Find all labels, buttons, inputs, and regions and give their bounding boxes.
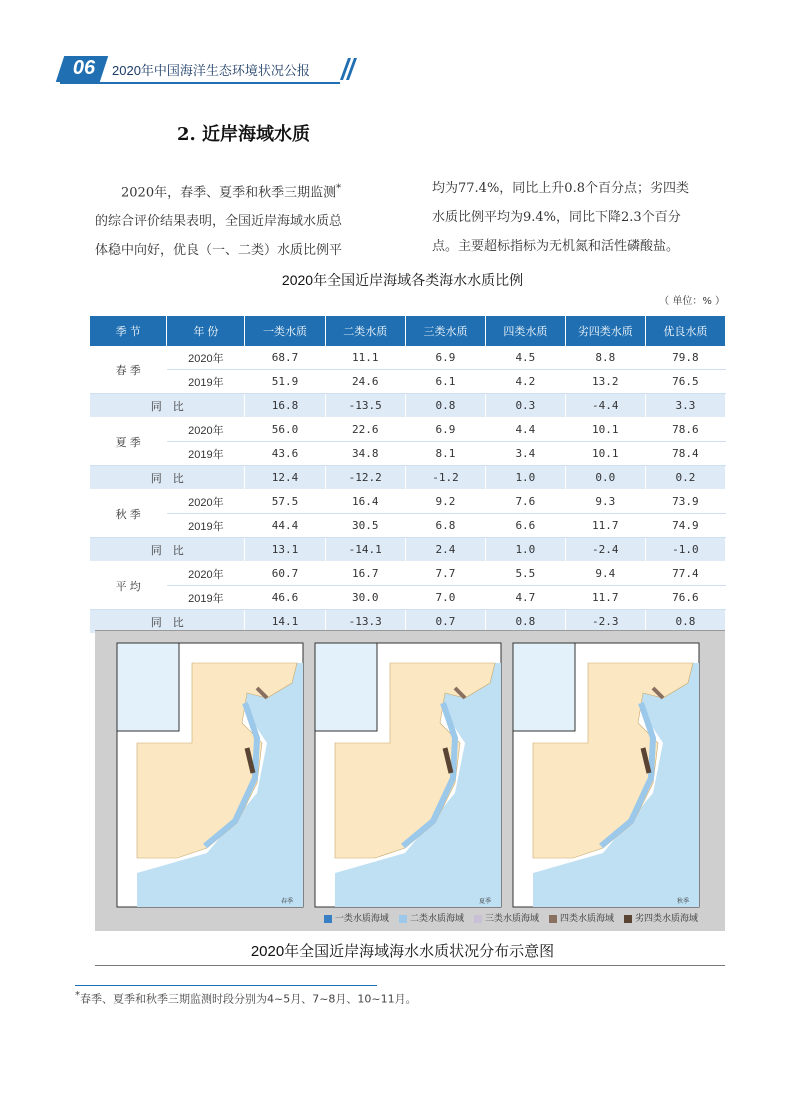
map-panel bbox=[95, 630, 725, 931]
value-cell: 5.5 bbox=[486, 562, 566, 586]
caption-rule bbox=[95, 965, 725, 966]
year-cell: 2020年 bbox=[167, 562, 245, 586]
column-header: 一类水质 bbox=[245, 316, 325, 346]
table-row bbox=[90, 514, 726, 538]
value-cell: 7.7 bbox=[405, 562, 485, 586]
footnote-text: 春季、夏季和秋季三期监测时段分别为4~5月、7~8月、10~11月。 bbox=[80, 992, 417, 1006]
value-cell: 60.7 bbox=[245, 562, 325, 586]
value-cell: 56.0 bbox=[245, 418, 325, 442]
compare-cell: 0.8 bbox=[645, 610, 725, 634]
para-text: 点。主要超标指标为无机氮和活性磷酸盐。 bbox=[432, 239, 680, 254]
table-row bbox=[90, 490, 726, 514]
map-season-label: 秋季 bbox=[676, 899, 689, 905]
legend-item bbox=[624, 914, 698, 924]
compare-cell: -14.1 bbox=[325, 538, 405, 562]
value-cell: 46.6 bbox=[245, 586, 325, 610]
value-cell: 4.2 bbox=[486, 370, 566, 394]
value-cell: 3.4 bbox=[486, 442, 566, 466]
table-row bbox=[90, 346, 726, 370]
table-row bbox=[90, 586, 726, 610]
report-title: 2020年中国海洋生态环境状况公报 bbox=[112, 63, 310, 78]
value-cell: 73.9 bbox=[645, 490, 725, 514]
legend-swatch bbox=[399, 915, 407, 923]
inset-map bbox=[315, 643, 377, 731]
table-row bbox=[90, 370, 726, 394]
map-legend bbox=[314, 911, 698, 924]
value-cell: 8.8 bbox=[565, 346, 645, 370]
value-cell: 7.0 bbox=[405, 586, 485, 610]
value-cell: 30.5 bbox=[325, 514, 405, 538]
compare-label: 同 比 bbox=[90, 394, 245, 418]
value-cell: 22.6 bbox=[325, 418, 405, 442]
map-season-label: 夏季 bbox=[478, 899, 491, 905]
compare-cell: 14.1 bbox=[245, 610, 325, 634]
value-cell: 57.5 bbox=[245, 490, 325, 514]
value-cell: 9.3 bbox=[565, 490, 645, 514]
compare-cell: 0.7 bbox=[405, 610, 485, 634]
year-cell: 2019年 bbox=[167, 442, 245, 466]
value-cell: 74.9 bbox=[645, 514, 725, 538]
value-cell: 7.6 bbox=[486, 490, 566, 514]
paragraph-column-1 bbox=[95, 174, 401, 265]
value-cell: 9.2 bbox=[405, 490, 485, 514]
map-figure bbox=[95, 631, 725, 931]
value-cell: 78.4 bbox=[645, 442, 725, 466]
compare-cell: -2.3 bbox=[565, 610, 645, 634]
value-cell: 4.7 bbox=[486, 586, 566, 610]
legend-label: 二类水质海域 bbox=[409, 914, 464, 924]
para-text: 2020年，春季、夏季和秋季三期监测 bbox=[121, 185, 337, 201]
compare-label: 同 比 bbox=[90, 466, 245, 490]
value-cell: 43.6 bbox=[245, 442, 325, 466]
para-text: 体稳中向好，优良（一、二类）水质比例平 bbox=[95, 243, 343, 259]
value-cell: 10.1 bbox=[565, 418, 645, 442]
value-cell: 10.1 bbox=[565, 442, 645, 466]
year-cell: 2020年 bbox=[167, 346, 245, 370]
compare-cell: 0.8 bbox=[405, 394, 485, 418]
value-cell: 6.9 bbox=[405, 418, 485, 442]
column-header: 年 份 bbox=[167, 316, 245, 346]
value-cell: 24.6 bbox=[325, 370, 405, 394]
compare-cell: -1.2 bbox=[405, 466, 485, 490]
compare-cell: 1.0 bbox=[486, 466, 566, 490]
value-cell: 11.7 bbox=[565, 514, 645, 538]
map-caption: 2020年全国近岸海域海水水质状况分布示意图 bbox=[250, 943, 555, 960]
compare-cell: 3.3 bbox=[645, 394, 725, 418]
compare-cell: 0.2 bbox=[645, 466, 725, 490]
value-cell: 9.4 bbox=[565, 562, 645, 586]
season-cell: 秋 季 bbox=[90, 490, 167, 538]
compare-cell: -4.4 bbox=[565, 394, 645, 418]
value-cell: 6.6 bbox=[486, 514, 566, 538]
year-cell: 2020年 bbox=[167, 418, 245, 442]
compare-cell: -13.3 bbox=[325, 610, 405, 634]
value-cell: 30.0 bbox=[325, 586, 405, 610]
table-row bbox=[90, 442, 726, 466]
value-cell: 16.4 bbox=[325, 490, 405, 514]
para-text: 均为77.4%，同比上升0.8个百分点；劣四类 bbox=[432, 181, 689, 196]
value-cell: 78.6 bbox=[645, 418, 725, 442]
column-header: 二类水质 bbox=[325, 316, 405, 346]
value-cell: 51.9 bbox=[245, 370, 325, 394]
compare-cell: 12.4 bbox=[245, 466, 325, 490]
legend-swatch bbox=[624, 915, 632, 923]
compare-cell: 16.8 bbox=[245, 394, 325, 418]
compare-cell: 1.0 bbox=[486, 538, 566, 562]
inset-map bbox=[117, 643, 179, 731]
value-cell: 77.4 bbox=[645, 562, 725, 586]
compare-cell: 13.1 bbox=[245, 538, 325, 562]
page-header bbox=[60, 56, 360, 82]
footnote-ref: * bbox=[336, 183, 342, 194]
compare-row bbox=[90, 394, 726, 418]
value-cell: 76.5 bbox=[645, 370, 725, 394]
compare-cell: 0.0 bbox=[565, 466, 645, 490]
value-cell: 68.7 bbox=[245, 346, 325, 370]
legend-item bbox=[399, 914, 464, 924]
year-cell: 2019年 bbox=[167, 514, 245, 538]
paragraph-column-2 bbox=[432, 174, 732, 261]
season-cell: 夏 季 bbox=[90, 418, 167, 466]
legend-swatch bbox=[474, 915, 482, 923]
year-cell: 2019年 bbox=[167, 370, 245, 394]
map-season-label: 春季 bbox=[280, 899, 293, 905]
table-row bbox=[90, 418, 726, 442]
legend-item bbox=[474, 914, 539, 924]
column-header: 劣四类水质 bbox=[565, 316, 645, 346]
year-cell: 2020年 bbox=[167, 490, 245, 514]
footnote-mark: * bbox=[75, 990, 80, 1001]
column-header: 四类水质 bbox=[486, 316, 566, 346]
column-header: 季 节 bbox=[90, 316, 167, 346]
footnote bbox=[75, 990, 417, 1007]
page-number: 06 bbox=[72, 57, 96, 79]
value-cell: 11.7 bbox=[565, 586, 645, 610]
season-cell: 春 季 bbox=[90, 346, 167, 394]
column-header: 优良水质 bbox=[645, 316, 725, 346]
para-text: 的综合评价结果表明，全国近岸海域水质总 bbox=[95, 214, 343, 230]
table-unit: （ 单位：% ） bbox=[659, 296, 725, 307]
table-title: 2020年全国近岸海域各类海水水质比例 bbox=[281, 272, 524, 288]
value-cell: 6.9 bbox=[405, 346, 485, 370]
section-title: 2. 近岸海域水质 bbox=[177, 124, 311, 145]
compare-label: 同 比 bbox=[90, 610, 245, 634]
season-cell: 平 均 bbox=[90, 562, 167, 610]
value-cell: 34.8 bbox=[325, 442, 405, 466]
compare-cell: 0.3 bbox=[486, 394, 566, 418]
para-text: 水质比例平均为9.4%，同比下降2.3个百分 bbox=[432, 210, 681, 225]
compare-cell: -12.2 bbox=[325, 466, 405, 490]
compare-row bbox=[90, 538, 726, 562]
water-quality-table bbox=[90, 316, 726, 634]
inset-map bbox=[513, 643, 575, 731]
value-cell: 4.5 bbox=[486, 346, 566, 370]
header-rule bbox=[60, 82, 340, 84]
value-cell: 44.4 bbox=[245, 514, 325, 538]
compare-cell: 0.8 bbox=[486, 610, 566, 634]
legend-item bbox=[324, 914, 389, 924]
legend-label: 四类水质海域 bbox=[559, 914, 614, 924]
value-cell: 76.6 bbox=[645, 586, 725, 610]
table-header-row bbox=[90, 316, 726, 346]
compare-cell: -2.4 bbox=[565, 538, 645, 562]
year-cell: 2019年 bbox=[167, 586, 245, 610]
value-cell: 4.4 bbox=[486, 418, 566, 442]
legend-label: 一类水质海域 bbox=[334, 914, 389, 924]
legend-label: 三类水质海域 bbox=[484, 914, 539, 924]
value-cell: 13.2 bbox=[565, 370, 645, 394]
value-cell: 6.8 bbox=[405, 514, 485, 538]
value-cell: 8.1 bbox=[405, 442, 485, 466]
column-header: 三类水质 bbox=[405, 316, 485, 346]
value-cell: 16.7 bbox=[325, 562, 405, 586]
compare-cell: -13.5 bbox=[325, 394, 405, 418]
footnote-rule bbox=[75, 985, 377, 986]
value-cell: 11.1 bbox=[325, 346, 405, 370]
legend-swatch bbox=[324, 915, 332, 923]
compare-cell: -1.0 bbox=[645, 538, 725, 562]
legend-swatch bbox=[549, 915, 557, 923]
legend-label: 劣四类水质海域 bbox=[634, 914, 698, 924]
compare-row bbox=[90, 466, 726, 490]
value-cell: 6.1 bbox=[405, 370, 485, 394]
compare-cell: 2.4 bbox=[405, 538, 485, 562]
legend-item bbox=[549, 914, 614, 924]
table-row bbox=[90, 562, 726, 586]
compare-label: 同 比 bbox=[90, 538, 245, 562]
value-cell: 79.8 bbox=[645, 346, 725, 370]
